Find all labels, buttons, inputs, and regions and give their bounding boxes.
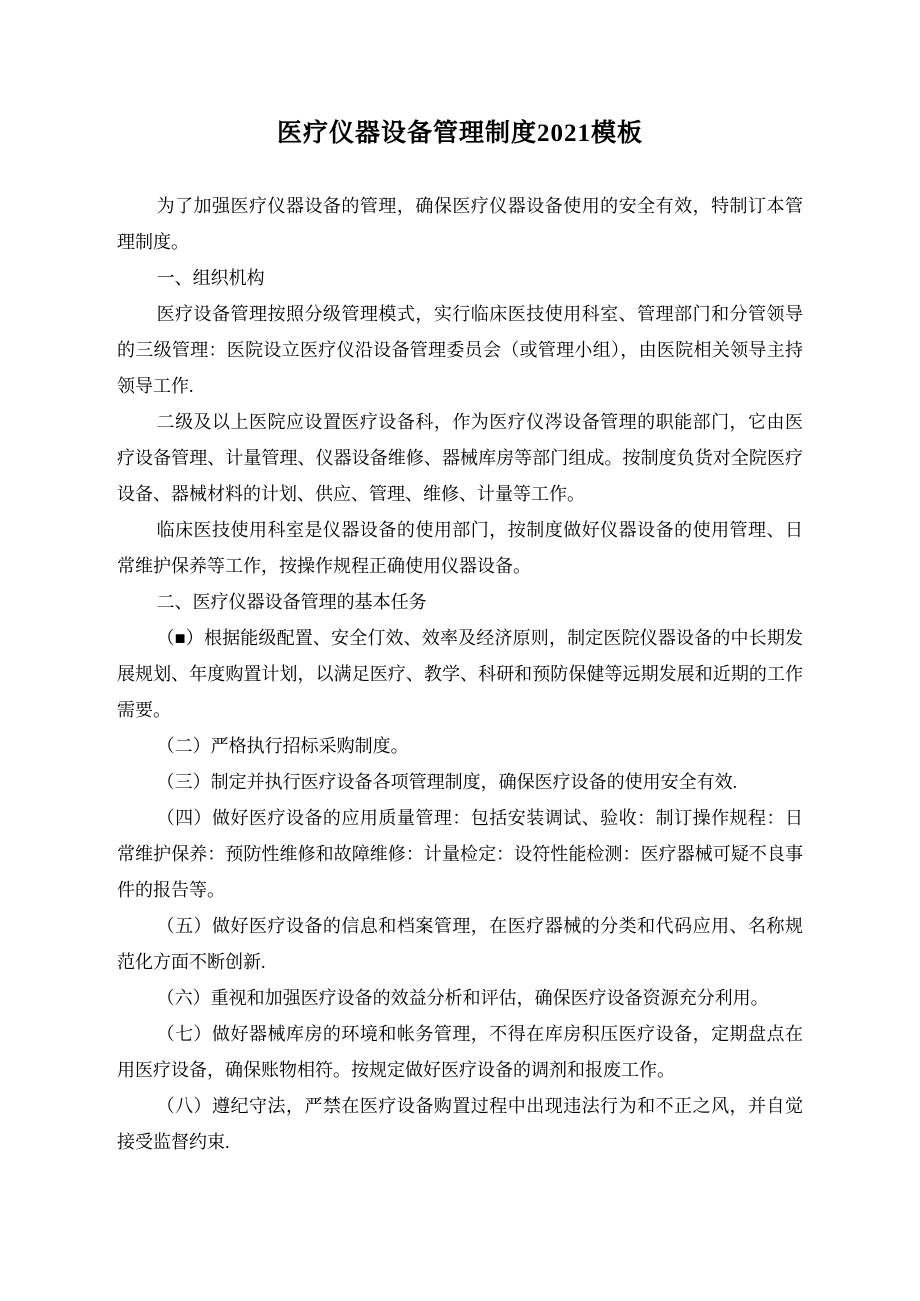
paragraph: 二、医疗仪器设备管理的基本任务 — [156, 592, 427, 612]
paragraph: （七）做好器械库房的环境和帐务管理，不得在库房积压医疗设备，定期盘点在用医疗设备，确保账物相符。按规定做好医疗设备的调剂和报废工作。 — [117, 1024, 803, 1080]
paragraph: 为了加强医疗仪器设备的管理，确保医疗仪器设备使用的安全有效，特制订本管理制度。 — [117, 196, 803, 252]
paragraph: （■）根据能级配置、安全仃效、效率及经济原则，制定医院仪器设备的中长期发展规划、年度购置计划，以满足医疗、教学、科研和预防保健等远期发展和近期的工作需要。 — [117, 628, 803, 720]
paragraph: （六）重视和加强医疗设备的效益分析和评估，确保医疗设备资源充分利用。 — [156, 988, 769, 1008]
paragraph: （四）做好医疗设备的应用质量管理：包括安装调试、验收：制订操作规程：日常维护保养：预防性维修和故障维修：计量检定：设符性能检测：医疗器械可疑不良事件的报告等。 — [117, 808, 803, 900]
paragraph: （二）严格执行招标采购制度。 — [156, 736, 409, 756]
paragraph: （三）制定并执行医疗设备各项管理制度，确保医疗设备的使用安全有效. — [156, 772, 738, 792]
document-title: 医疗仪器设备管理制度2021模板 — [276, 120, 643, 147]
paragraph: 医疗设备管理按照分级管理模式，实行临床医技使用科室、管理部门和分管领导的三级管理：医院设立医疗仪沿设备管理委员会（或管理小组），由医院相关领导主持领导工作. — [117, 304, 803, 396]
paragraph: 一、组织机构 — [156, 268, 265, 288]
paragraph: （八）遵纪守法，严禁在医疗设备购置过程中出现违法行为和不正之风，并自觉接受监督约束. — [117, 1096, 803, 1152]
paragraph: （五）做好医疗设备的信息和档案管理，在医疗器械的分类和代码应用、名称规范化方面不断创新. — [117, 916, 803, 972]
paragraph: 临床医技使用科室是仪器设备的使用部门，按制度做好仪器设备的使用管理、日常维护保养等工作，按操作规程正确使用仪器设备。 — [117, 520, 803, 576]
paragraph: 二级及以上医院应设置医疗设备科，作为医疗仪涔设备管理的职能部门，它由医疗设备管理、计量管理、仪器设备维修、器械库房等部门组成。按制度负货对全院医疗设备、器械材料的计划、供应、管理、维修、计量等工作。 — [117, 412, 803, 504]
document-body — [117, 188, 803, 1160]
